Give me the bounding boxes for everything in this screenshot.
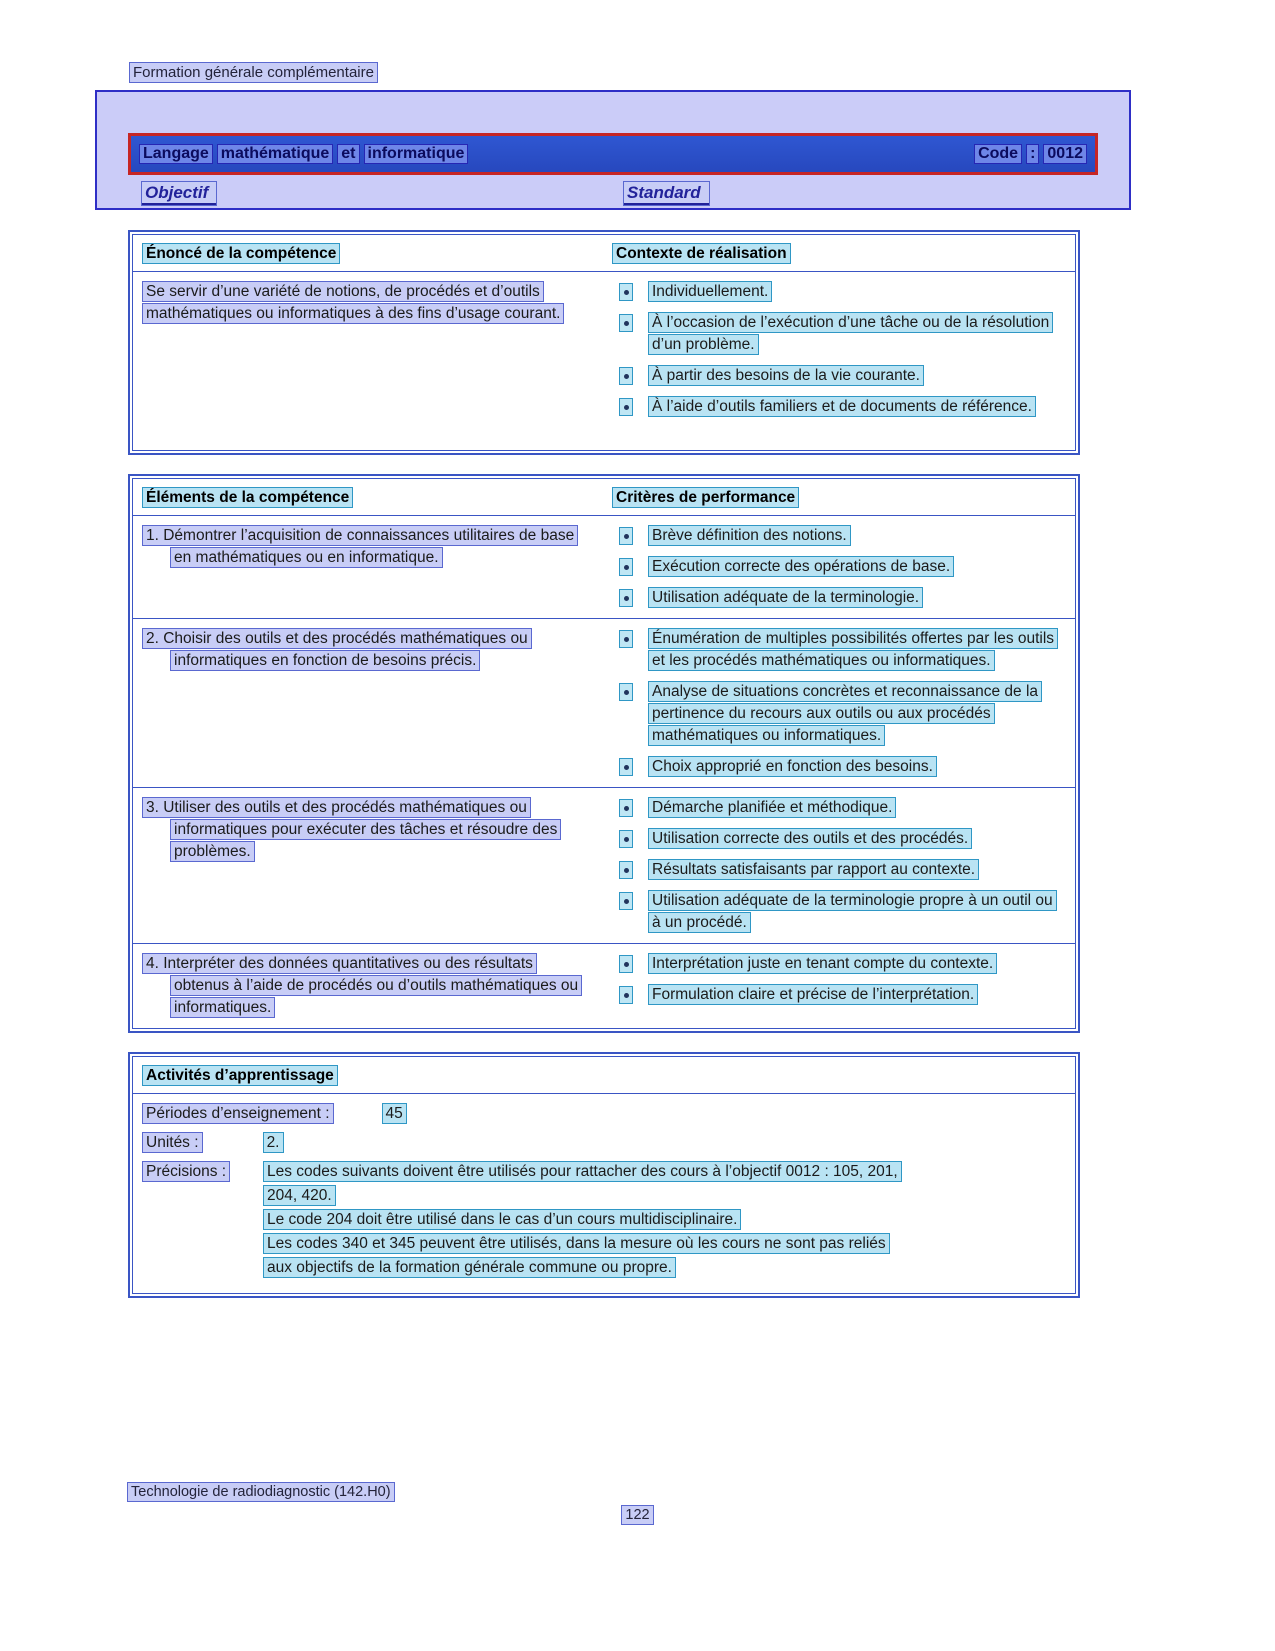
bullet-icon <box>620 368 632 384</box>
activities-header: Activités d’apprentissage <box>133 1057 1075 1094</box>
criteria-item-text: Utilisation adéquate de la terminologie propre à un outil ou à un procédé. <box>649 890 1065 934</box>
criteria-list <box>613 797 1065 934</box>
bullet-icon <box>620 831 632 847</box>
criteria-item <box>615 797 1065 819</box>
title-bar <box>128 133 1098 175</box>
context-list <box>613 281 1065 441</box>
competence-statement: Se servir d’une variété de notions, de procédés et d’outils mathématiques ou informatiques à des fins d’usage courant. <box>143 281 613 441</box>
tables-area <box>128 230 1080 1317</box>
criteria-item <box>615 556 1065 578</box>
bullet-icon <box>620 893 632 909</box>
precisions-line: Les codes suivants doivent être utilisés pour rattacher des cours à l’objectif 0012 : 105, 201, <box>264 1161 1065 1183</box>
criteria-item-text: Interprétation juste en tenant compte du contexte. <box>649 953 1065 975</box>
criteria-item-text: Utilisation adéquate de la terminologie. <box>649 587 1065 609</box>
precisions-label: Précisions : <box>143 1161 264 1183</box>
criteria-item <box>615 756 1065 778</box>
bullet-icon <box>620 987 632 1003</box>
bullet-icon <box>620 759 632 775</box>
criteria-item-text: Formulation claire et précise de l’interprétation. <box>649 984 1065 1006</box>
criteria-item-text: Énumération de multiples possibilités offertes par les outils et les procédés mathématiques ou informatiques. <box>649 628 1065 672</box>
unites-row <box>143 1132 1065 1154</box>
bullet-icon <box>620 315 632 331</box>
element-row <box>133 618 1075 787</box>
precisions-row <box>143 1161 1065 1281</box>
competence-table-header <box>133 235 1075 272</box>
criteria-item <box>615 525 1065 547</box>
context-item-text: À l’aide d’outils familiers et de documents de référence. <box>649 396 1065 418</box>
periodes-label: Périodes d’enseignement : <box>143 1104 333 1123</box>
element-item: 2. Choisir des outils et des procédés mathématiques ou informatiques en fonction de besoins précis. <box>143 628 613 778</box>
course-title: Langage mathématique et informatique <box>137 145 470 163</box>
elements-header-cell: Éléments de la compétence <box>143 486 613 509</box>
criteria-item-text: Résultats satisfaisants par rapport au contexte. <box>649 859 1065 881</box>
bullet-icon <box>620 631 632 647</box>
criteria-item <box>615 953 1065 975</box>
context-item-text: À partir des besoins de la vie courante. <box>649 365 1065 387</box>
precisions-line: Les codes 340 et 345 peuvent être utilisés, dans la mesure où les cours ne sont pas reliés <box>264 1233 1065 1255</box>
bullet-icon <box>620 590 632 606</box>
contexte-header-cell: Contexte de réalisation <box>613 242 1065 265</box>
criteres-header-cell: Critères de performance <box>613 486 1065 509</box>
element-item: 3. Utiliser des outils et des procédés mathématiques ou informatiques pour exécuter des tâches et résoudre des problèmes. <box>143 797 613 934</box>
precisions-line: Le code 204 doit être utilisé dans le cas d’un cours multidisciplinaire. <box>264 1209 1065 1231</box>
context-item-text: À l’occasion de l’exécution d’une tâche ou de la résolution d’un problème. <box>649 312 1065 356</box>
standard-heading <box>624 183 709 203</box>
criteria-item <box>615 859 1065 881</box>
criteria-item <box>615 587 1065 609</box>
periodes-row <box>143 1103 1065 1125</box>
element-row <box>133 943 1075 1028</box>
elements-table-header <box>133 479 1075 516</box>
competence-table <box>128 230 1080 455</box>
unites-label: Unités : <box>143 1133 202 1152</box>
criteria-item-text: Utilisation correcte des outils et des procédés. <box>649 828 1065 850</box>
objectif-heading <box>142 183 216 203</box>
competence-body-row <box>133 272 1075 450</box>
standard-heading-text: Standard <box>624 182 709 205</box>
elements-table <box>128 474 1080 1033</box>
bullet-icon <box>620 862 632 878</box>
criteria-item <box>615 628 1065 672</box>
criteria-item <box>615 890 1065 934</box>
element-row <box>133 516 1075 618</box>
activities-table-inner <box>132 1056 1076 1294</box>
criteria-item-text: Choix approprié en fonction des besoins. <box>649 756 1065 778</box>
criteria-item <box>615 828 1065 850</box>
element-item: 4. Interpréter des données quantitatives ou des résultats obtenus à l’aide de procédés ou d’outils mathématiques ou informatiques. <box>143 953 613 1019</box>
criteria-item <box>615 984 1065 1006</box>
criteria-item-text: Démarche planifiée et méthodique. <box>649 797 1065 819</box>
criteria-item-text: Analyse de situations concrètes et reconnaissance de la pertinence du recours aux outils ou aux procédés mathématiques ou informatiques. <box>649 681 1065 747</box>
context-item-text: Individuellement. <box>649 281 1065 303</box>
section-label <box>130 64 377 81</box>
bullet-icon <box>620 399 632 415</box>
criteria-item-text: Brève définition des notions. <box>649 525 1065 547</box>
context-item <box>615 365 1065 387</box>
bullet-icon <box>620 956 632 972</box>
bullet-icon <box>620 284 632 300</box>
criteria-item <box>615 681 1065 747</box>
element-item: 1. Démontrer l’acquisition de connaissances utilitaires de base en mathématiques ou en informatique. <box>143 525 613 609</box>
page-number: 122 <box>0 1507 1275 1523</box>
criteria-item-text: Exécution correcte des opérations de base. <box>649 556 1065 578</box>
objective-header-box <box>95 90 1131 210</box>
section-label-text: Formation générale complémentaire <box>130 63 377 82</box>
precisions-line: 204, 420. <box>264 1185 1065 1207</box>
bullet-icon <box>620 559 632 575</box>
bullet-icon <box>620 800 632 816</box>
criteria-list <box>613 953 1065 1019</box>
objectif-heading-text: Objectif <box>142 182 216 205</box>
activities-table <box>128 1052 1080 1298</box>
competence-table-inner <box>132 234 1076 451</box>
bullet-icon <box>620 684 632 700</box>
precisions-text <box>264 1161 1065 1281</box>
criteria-list <box>613 628 1065 778</box>
unites-value: 2. <box>264 1133 283 1152</box>
context-item <box>615 312 1065 356</box>
activities-body <box>133 1094 1075 1293</box>
element-row <box>133 787 1075 943</box>
enonce-header-cell: Énoncé de la compétence <box>143 242 613 265</box>
context-item <box>615 281 1065 303</box>
bullet-icon <box>620 528 632 544</box>
context-item <box>615 396 1065 418</box>
criteria-list <box>613 525 1065 609</box>
periodes-value: 45 <box>383 1104 406 1123</box>
precisions-line: aux objectifs de la formation générale commune ou propre. <box>264 1257 1065 1279</box>
footer-program: Technologie de radiodiagnostic (142.H0) <box>128 1484 394 1500</box>
course-code-badge: Code : 0012 <box>972 145 1089 163</box>
elements-table-inner <box>132 478 1076 1029</box>
